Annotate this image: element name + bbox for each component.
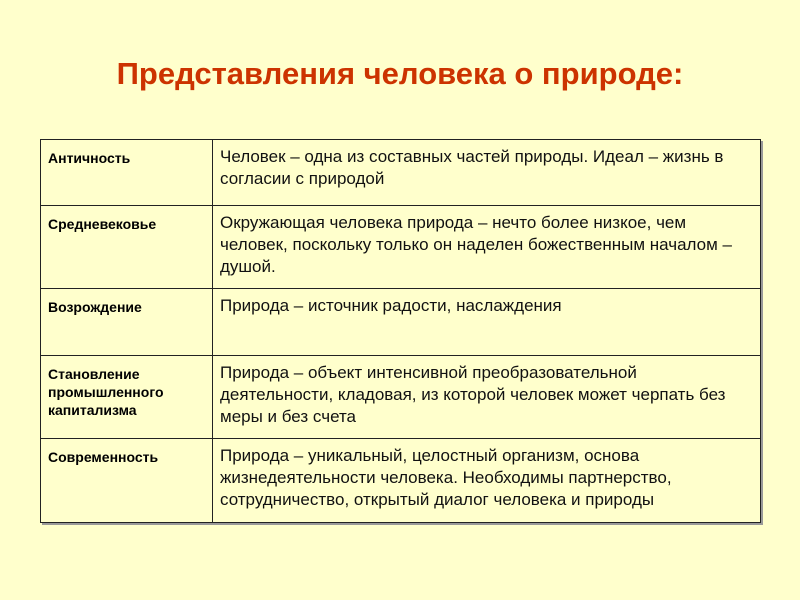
views-table (40, 139, 761, 523)
period-cell: Возрождение (41, 289, 213, 356)
table-row (41, 289, 761, 356)
period-cell: Современность (41, 439, 213, 523)
view-cell: Природа – объект интенсивной преобразовательной деятельности, кладовая, из которой человек может черпать без меры и без счета (213, 356, 761, 439)
view-cell: Природа – источник радости, наслаждения (213, 289, 761, 356)
slide-title: Представления человека о природе: (116, 56, 684, 91)
view-cell: Природа – уникальный, целостный организм, основа жизнедеятельности человека. Необходимы партнерство, сотрудничество, открытый диалог человека и природы (213, 439, 761, 523)
table-row (41, 439, 761, 523)
period-cell: Становление промышленного капитализма (41, 356, 213, 439)
view-cell: Окружающая человека природа – нечто более низкое, чем человек, поскольку только он наделен божественным началом – душой. (213, 206, 761, 289)
period-cell: Античность (41, 140, 213, 206)
view-cell: Человек – одна из составных частей природы. Идеал – жизнь в согласии с природой (213, 140, 761, 206)
table-row (41, 356, 761, 439)
table-row (41, 206, 761, 289)
table-row (41, 140, 761, 206)
period-cell: Средневековье (41, 206, 213, 289)
